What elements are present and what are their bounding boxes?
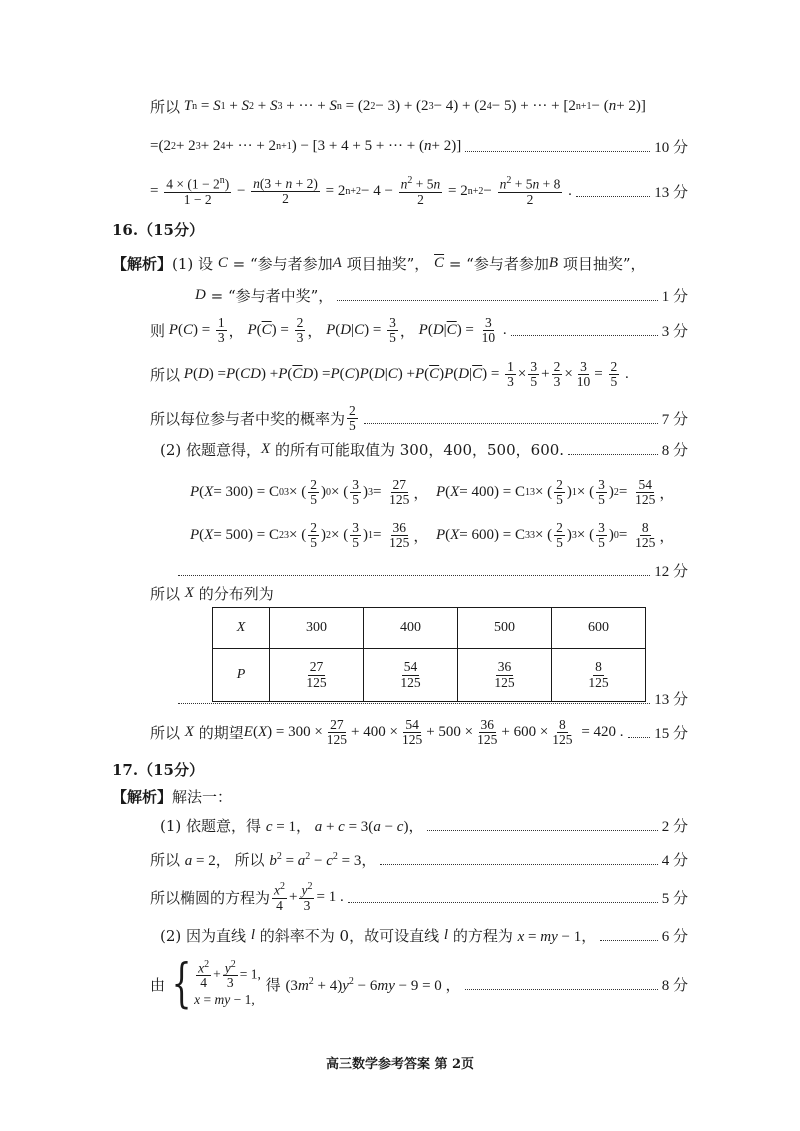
leader-dots [628,737,651,738]
text: 所以每位参与者中奖的概率为 [150,410,346,429]
fraction [492,660,516,689]
denominator: 125 [400,674,421,690]
leader-dots [427,830,657,831]
leader-dots [511,335,658,336]
p17-line-5: 由 { $\frac{x^2}{4}$ + $\frac{y^2}{3}$ = 1, x = my − 1, 得 $(3m^2 + 4)y^2 - 6my - 9 = 0$ ， 8 分 [150,954,688,1014]
denominator: 125 [306,674,327,690]
fraction: 54 125 [635,477,656,508]
fraction: 3 5 [598,477,605,508]
fraction: $\frac{27}{125}$ [326,717,348,748]
p17-line-3: 所以椭圆的方程为 $\frac{x^2}{4}$ + $\frac{y^2}{3}$ = 1 . 5 分 [150,881,688,913]
text: 参与者参加 [473,255,549,273]
tn-sum-line-3: = $4 \times (1 - 2^n)$ 1 − 2 − n(3 + n + 2) 2 = 2 n+2 − 4 − $n^2 + 5n$ 2 = 2 n+2 − $n^2 + 5n + 8$ 2 . 13 分 [150,175,688,207]
fraction [398,660,422,689]
text: 得 [265,975,281,994]
table-row [213,608,646,649]
fraction: 36 125 [389,520,410,551]
fraction: 1 3 [507,359,514,390]
fraction: 2 5 [349,403,356,434]
p16-prob-line-2: P ( X = 500) = C 2 3 × ( 2 5 ) 2 × ( 3 5 ) 1 = 36 125 ， P ( X = 600) = C 3 3 × ( 2 5 ) 3 × ( 3 5 ) 0 = 8 125 ， [190,520,675,551]
text: 由 [150,975,166,994]
text: 所以 [150,724,181,743]
numerator: 36 [497,659,512,675]
text: 参与者参加 [257,255,333,273]
p16-line-6: (2) 依题意得， X 的所有可能取值为 300，400，500，600. 8 分 [160,441,688,459]
score-label: 4 分 [661,853,688,869]
p16-line-13 [178,688,688,709]
text: 项目抽奖 [346,255,407,273]
p17-line-method [112,786,232,807]
text: 所以 [150,585,181,603]
p16-line-12 [178,560,688,581]
score-label: 13 分 [654,692,688,708]
fraction: $n^2 + 5n + 8$ 2 [499,175,561,207]
fraction: 2 3 [553,359,561,390]
tn-sum-line-2: = (2 2 + 2 3 + 2 4 + ··· + 2 n+1 ) − [3 + 4 + 5 + ··· + ( n + 2)] 10 分 [150,138,688,156]
text: = 420 . [581,724,624,741]
text: 解法一： [172,788,233,806]
fraction: 3 10 [481,315,496,346]
text: (1) 设 [172,255,214,273]
score-label: 8 分 [661,443,688,459]
fraction: n(3 + n + 2) 2 [253,175,318,206]
text: 的所有可能取值为 300，400，500，600. [274,441,565,459]
p16-prob-line-1: P ( X = 300) = C 0 3 × ( 2 5 ) 0 × ( 3 5 ) 3 = 27 125 ， P ( X = 400) = C 1 3 × ( 2 5 ) 1 × ( 3 5 ) 2 = 54 125 ， [190,477,675,508]
score-label: 5 分 [661,890,688,907]
text: 所以 [234,851,265,869]
score-label: 15 分 [654,726,688,743]
text: 的斜率不为 0，故可设直线 [259,927,440,945]
text: 的方程为 [452,927,513,945]
numerator: 54 [403,659,418,675]
equation-system: $\frac{x^2}{4}$ + $\frac{y^2}{3}$ = 1, x = my − 1, [194,958,261,1007]
denominator: 125 [494,674,515,690]
p17-line-4: (2) 因为直线 l 的斜率不为 0，故可设直线 l 的方程为 x = my − 1， 6 分 [160,927,688,945]
fraction: 2 5 [556,477,563,508]
text: (2) 依题意得， [160,441,262,459]
score-label: 3 分 [661,324,688,341]
fraction: $\frac{y^2}{3}$ [224,958,236,991]
tn-sum-line-1: 所以 T n = S 1 + S 2 + S 3 + ··· + S n = (2 2 − 3) + (2 3 − 4) + (2 4 − 5) + ··· + [2 n+1 − ( n + 2)] [150,98,646,116]
table-cell: P [213,649,270,702]
problem-16-header: 16.（15分） [112,221,204,239]
fraction [304,660,328,689]
analysis-tag: 【解析】 [112,788,173,806]
leader-dots [178,575,650,576]
fraction: 2 5 [610,359,618,390]
text: 所以椭圆的方程为 [150,888,271,907]
fraction: 27 125 [389,477,410,508]
fraction: $\frac{8}{125}$ [552,717,573,748]
score-label: 2 分 [661,819,688,835]
fraction: 2 5 [310,520,317,551]
fraction: 2 5 [310,477,317,508]
fraction: $\frac{54}{125}$ [401,717,423,748]
leader-dots [178,703,650,704]
p16-expectation: 所以 X 的期望 E(X) = 300 × $\frac{27}{125}$ + 400 × $\frac{54}{125}$ + 500 × $\frac{36}{125}$ + 600 × $\frac{8}{125}$ = 420 . 15 分 [150,717,688,748]
table-cell: X [213,608,270,649]
text: (2) 因为直线 [160,927,247,945]
p16-line-5 [150,404,688,433]
score-label: 8 分 [661,977,688,994]
denominator: 125 [588,674,609,690]
score-label: 6 分 [661,929,688,945]
text: 的期望 [198,724,244,743]
text: 参与者中奖 [235,287,311,305]
score-label: 10 分 [654,140,688,156]
page-footer: 高三数学参考答案 第 2页 [325,1057,475,1072]
fraction: 1 3 [217,315,225,346]
so-text: 所以 [150,100,181,116]
leader-dots [465,989,658,990]
problem-17-header: 17.（15分） [112,761,204,779]
table-cell: 600 [552,608,646,649]
equals-sign: = [150,138,159,154]
fraction: 3 5 [389,315,396,346]
fraction: 8 125 [635,520,656,551]
leader-dots [337,300,657,301]
p16-line-1: 【解析】 (1) 设 C = “ 参与者参加 A 项目抽奖 ”， $\overline{C}$ = “ 参与者参加 B 项目抽奖 ”， [112,254,646,273]
numerator: 27 [309,659,324,675]
text: 项目抽奖 [562,255,623,273]
leader-dots [576,196,650,197]
p17-line-1: (1) 依题意，得 c = 1， a + c = 3(a − c)， 2 分 [160,817,688,835]
fraction: 2 5 [556,520,563,551]
score-label: 1 分 [661,289,688,305]
fraction: 3 5 [352,477,359,508]
leader-dots [348,902,658,903]
fraction: 3 5 [598,520,605,551]
p17-line-2: 所以 a = 2， 所以 $b^2 = a^2 - c^2 = 3$， 4 分 [150,851,688,869]
leader-dots [380,864,657,865]
numerator: 8 [595,659,602,675]
text: 的分布列为 [198,585,274,603]
text: 所以 [150,368,181,385]
leader-dots [600,940,658,941]
score-label: 7 分 [661,412,688,429]
table-cell: 500 [458,608,552,649]
analysis-tag: 【解析】 [112,255,173,273]
fraction: $n^2 + 5n$ 2 [400,175,441,207]
fraction: $\frac{x^2}{4}$ [274,881,286,913]
score-label: 13 分 [654,184,688,201]
p16-line-3: 则 P ( C ) = 1 3 ， P ( $\overline{C}$ ) = 2 3 ， P ( D | C ) = 3 5 ， P ( D | $\overline{C}$ ) = 3 10 . 3 分 [150,315,688,346]
table-cell: 400 [364,608,458,649]
fraction: $4 \times (1 - 2^n)$ 1 − 2 [166,175,230,207]
fraction [586,660,610,689]
leader-dots [465,151,650,152]
text: 所以 [150,851,181,869]
p16-dist-intro: 所以 X 的分布列为 [150,585,274,603]
leader-dots [568,454,658,455]
leader-dots [364,423,658,424]
left-brace: { [171,954,192,1014]
fraction: $\frac{y^2}{3}$ [301,881,313,913]
p16-line-4: 所以 P ( D ) = P ( CD ) + P ( $\overline{C}$ D ) = P ( C ) P ( D | C ) + P ( $\overline{C}$ ) P ( D | $\overline{C}$ ) = 1 3 × 3 5 + 2 3 × 3 10 = 2 5 . [150,359,629,390]
p16-line-2: D = “ 参与者中奖 ”， 1 分 [195,286,688,305]
fraction: 3 10 [576,359,591,390]
text: 则 [150,324,166,341]
score-label: 12 分 [654,564,688,580]
fraction: $\frac{x^2}{4}$ [198,958,210,991]
fraction: 3 5 [352,520,359,551]
table-cell: 300 [270,608,364,649]
fraction: 3 5 [530,359,538,390]
fraction: $\frac{36}{125}$ [477,717,498,748]
fraction: 2 3 [296,315,304,346]
text: (1) 依题意，得 [160,817,262,835]
